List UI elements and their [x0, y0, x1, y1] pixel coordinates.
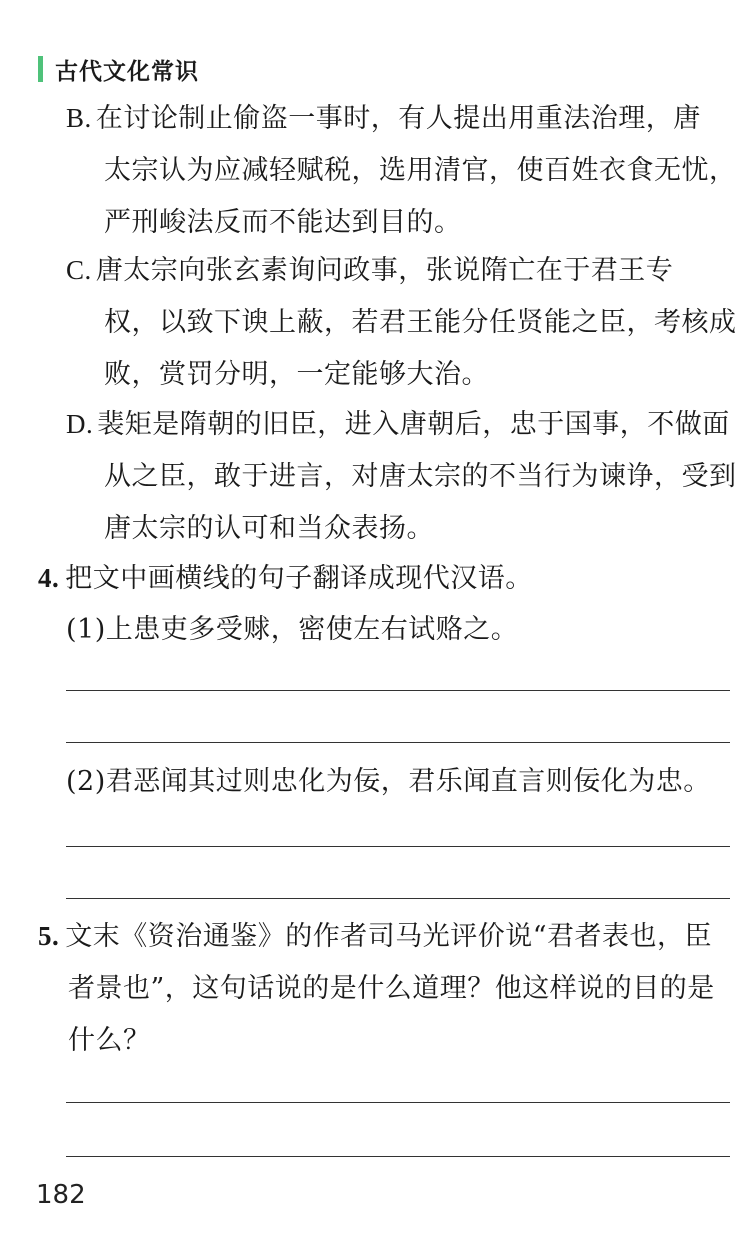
option-d-label: D.: [66, 409, 94, 439]
option-b: [66, 92, 736, 249]
option-d-line-1: 裴矩是隋朝的旧臣，进入唐朝后，忠于国事，不做面: [97, 409, 730, 440]
header-accent-bar: [38, 56, 43, 82]
option-c-line-3: 败，赏罚分明，一定能够大治。: [104, 359, 489, 390]
answer-line[interactable]: [66, 1156, 730, 1157]
question-4-text: 把文中画横线的句子翻译成现代汉语。: [65, 563, 533, 594]
option-b-line-2: 太宗认为应减轻赋税，选用清官，使百姓衣食无忧，: [104, 155, 737, 186]
question-4-sub-2: [66, 756, 736, 808]
option-c-line-1: 唐太宗向张玄素询问政事，张说隋亡在于君王专: [95, 255, 674, 286]
option-b-label: B.: [66, 103, 92, 133]
option-c-line-2: 权，以致下谀上蔽，若君王能分任贤能之臣，考核成: [104, 307, 737, 338]
option-d-line-2: 从之臣，敢于进言，对唐太宗的不当行为谏诤，受到: [104, 461, 737, 492]
question-5: [38, 910, 738, 1067]
question-4-sub-2-text: (2)君恶闻其过则忠化为佞，君乐闻直言则佞化为忠。: [66, 766, 711, 797]
question-4-sub-1: [66, 604, 736, 656]
answer-line[interactable]: [66, 846, 730, 847]
option-c-label: C.: [66, 255, 92, 285]
page-number: 182: [36, 1180, 86, 1210]
question-5-line-2: 者景也”，这句话说的是什么道理？他这样说的目的是: [68, 973, 715, 1004]
option-d: [66, 398, 736, 555]
answer-line[interactable]: [66, 1102, 730, 1103]
option-b-line-1: 在讨论制止偷盗一事时，有人提出用重法治理，唐: [95, 103, 701, 134]
question-4: [38, 552, 738, 605]
question-5-number: 5.: [38, 921, 60, 951]
answer-line[interactable]: [66, 742, 730, 743]
question-4-sub-1-text: (1)上患吏多受赇，密使左右试赂之。: [66, 614, 519, 645]
option-b-line-3: 严刑峻法反而不能达到目的。: [104, 207, 462, 238]
question-4-number: 4.: [38, 563, 60, 593]
option-c: [66, 244, 736, 401]
question-5-line-1: 文末《资治通鉴》的作者司马光评价说“君者表也，臣: [65, 921, 713, 952]
section-header: [38, 52, 199, 86]
answer-line[interactable]: [66, 690, 730, 691]
question-5-line-3: 什么？: [68, 1025, 151, 1056]
answer-line[interactable]: [66, 898, 730, 899]
option-d-line-3: 唐太宗的认可和当众表扬。: [104, 513, 434, 544]
section-title: 古代文化常识: [55, 58, 199, 85]
